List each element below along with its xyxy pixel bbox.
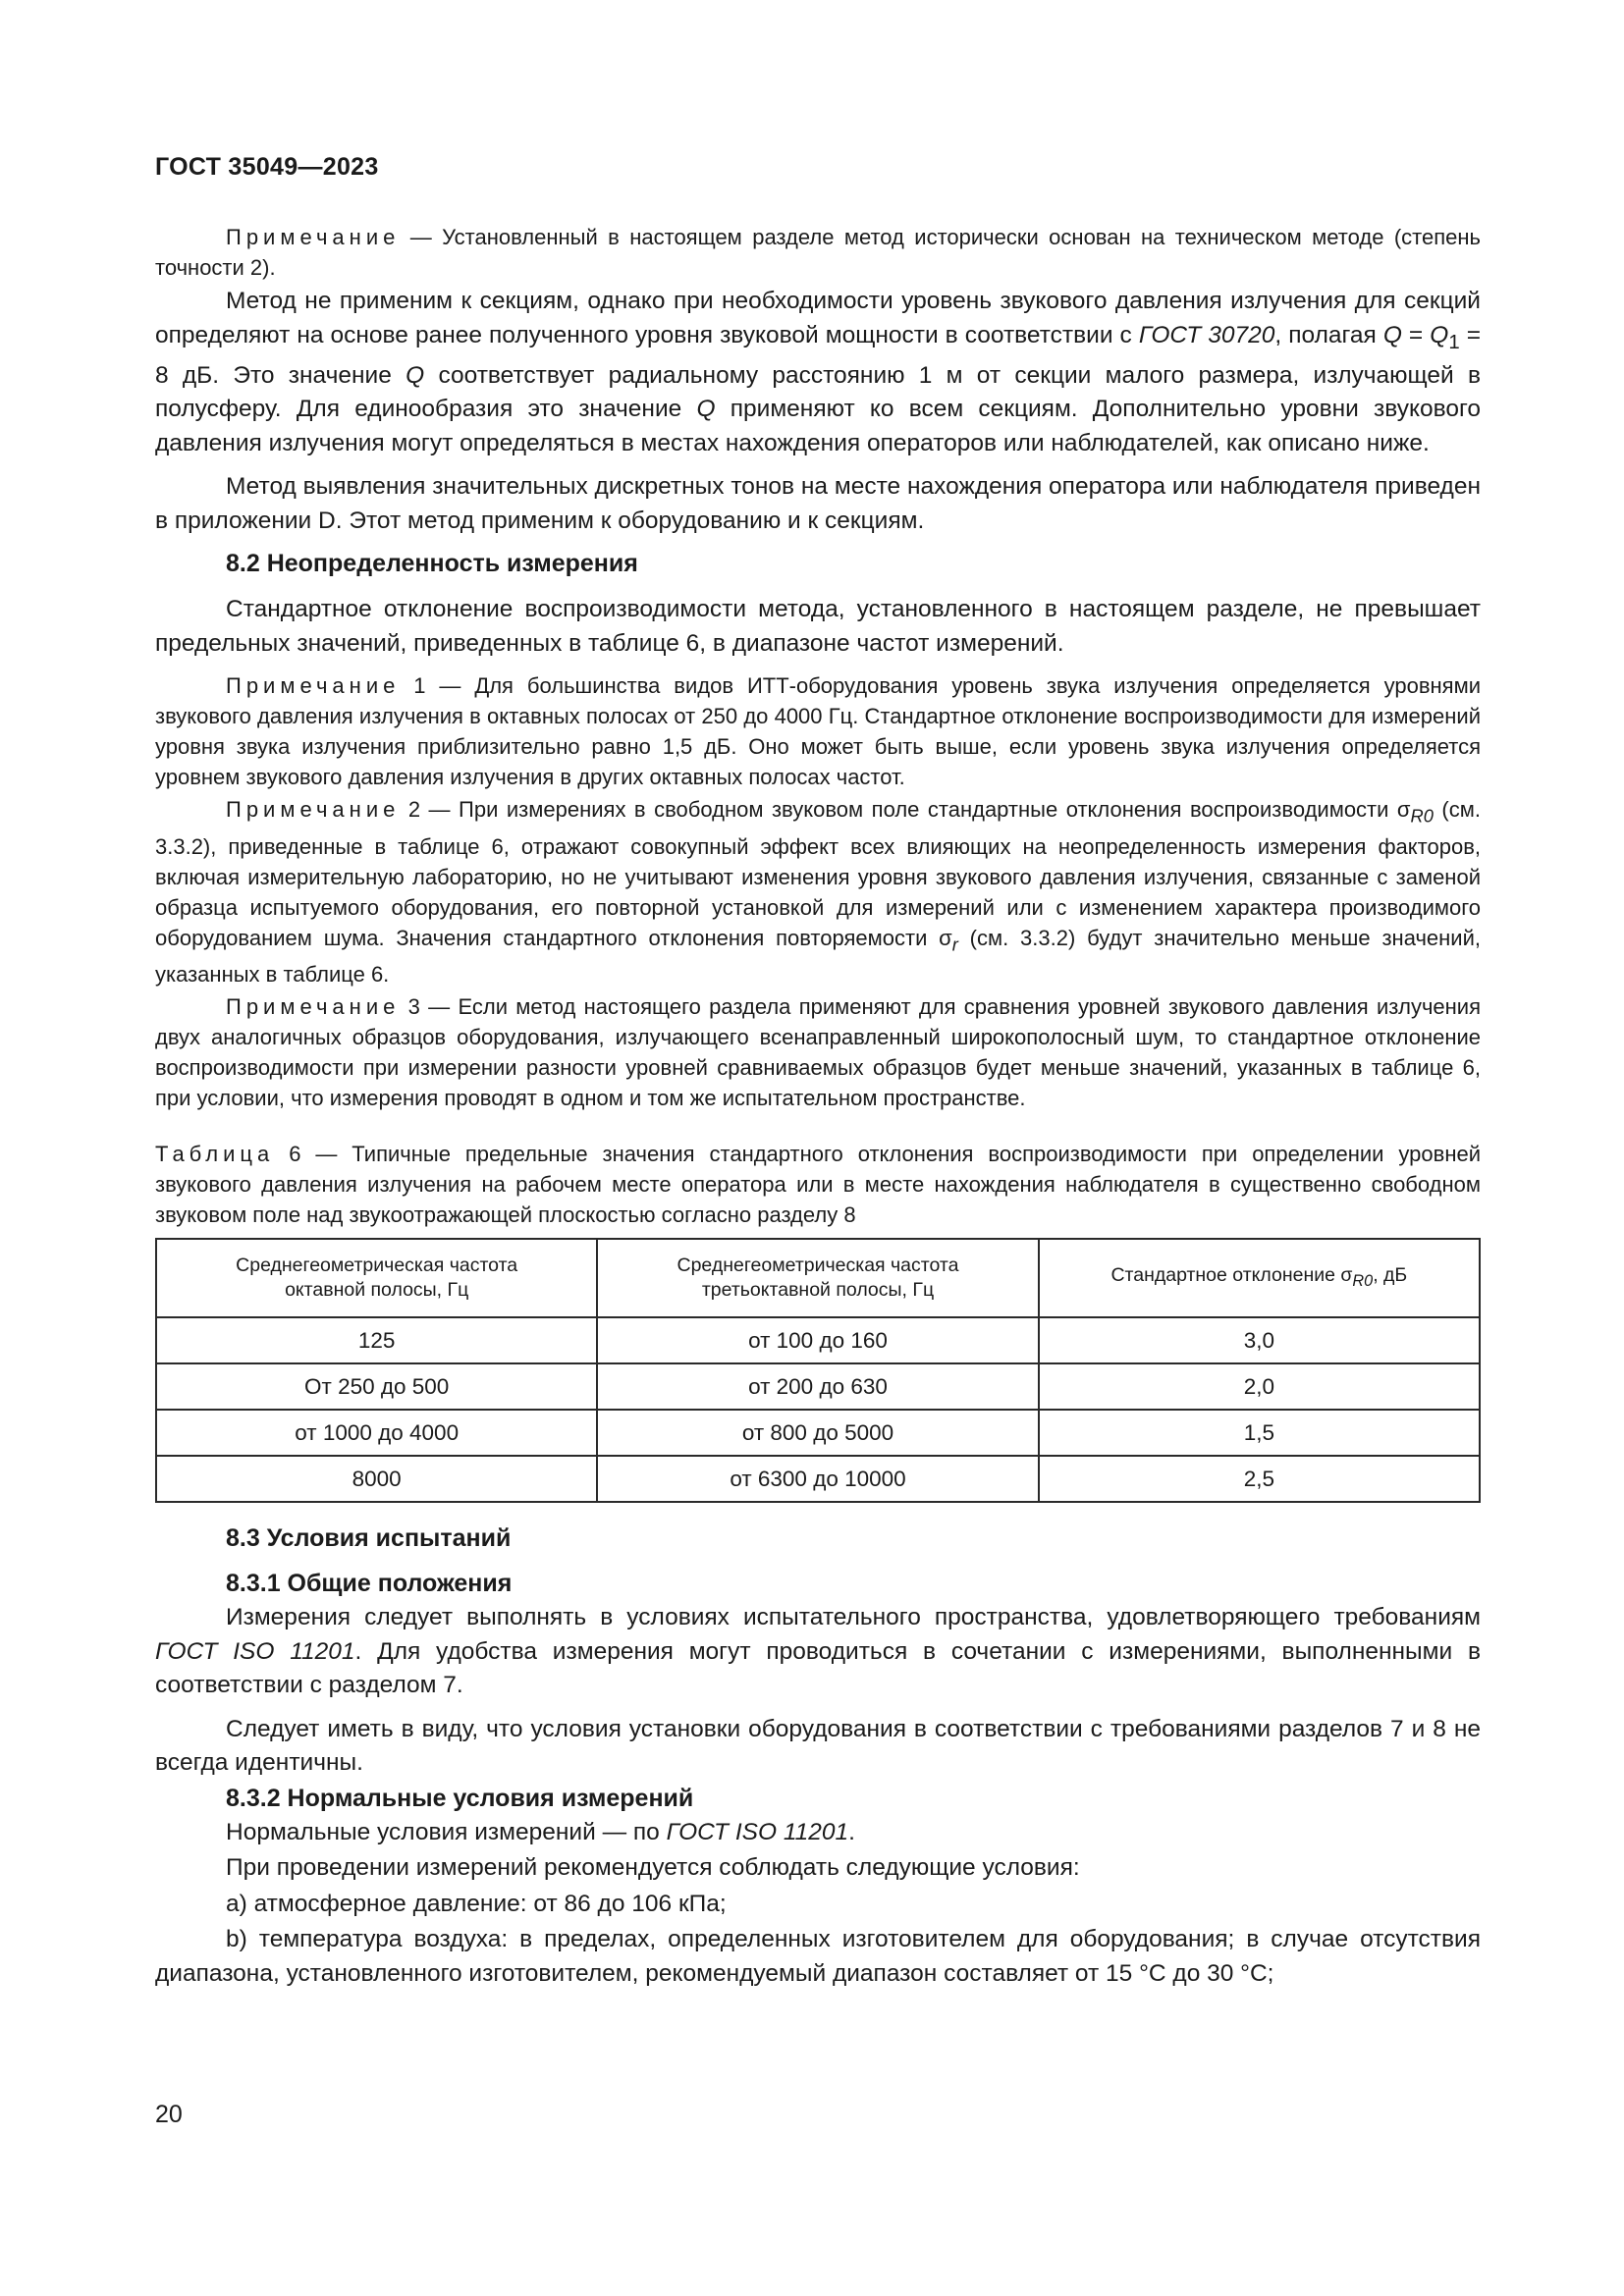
table-row <box>156 1317 1480 1363</box>
text-span: = <box>1401 321 1431 348</box>
note-label: Примечание <box>226 994 401 1020</box>
cell-sigma: 1,5 <box>1039 1410 1480 1456</box>
cell-octave: 8000 <box>156 1456 597 1502</box>
standard-reference: ГОСТ ISO 11201 <box>155 1637 355 1665</box>
header-line: Стандартное отклонение σ <box>1110 1263 1353 1286</box>
intro-paragraph-1 <box>155 285 1481 460</box>
header-line: октавной полосы, Гц <box>285 1279 469 1302</box>
list-item-a: а) атмосферное давление: от 86 до 106 кПа; <box>226 1890 727 1917</box>
table-row <box>156 1410 1480 1456</box>
symbol-q1: Q <box>1430 321 1449 348</box>
text-span: применяют ко всем секциям. Дополнительно уровни звукового давления излучения могут определяться в местах нахождения операторов или наблюдателей, как описано ниже. <box>155 396 1481 456</box>
text-span: (см. 3.3.2), приведенные в таблице 6, отражают совокупный эффект всех влияющих на неопределенность измерения факторов, включая измерительную лабораторию, но не учитывают изменения уровня звукового давления излучения, связанные с заменой образца испытуемого оборудования, его повторной установкой для измерений или с изменением характера производимого оборудованием шума. Значения стандартного отклонения повторяемости σ <box>155 797 1481 950</box>
symbol-q: Q <box>696 396 716 423</box>
intro-paragraph-2: Метод выявления значительных дискретных тонов на месте нахождения оператора или наблюдателя приведен в приложении D. Этот метод применим к оборудованию и к секциям. <box>155 473 1481 534</box>
header-line: Среднегеометрическая частота <box>236 1255 518 1277</box>
subsection-8-3-1-paragraph-2: Следует иметь в виду, что условия установки оборудования в соответствии с требованиями разделов 7 и 8 не всегда идентичны. <box>155 1715 1481 1777</box>
subscript: R0 <box>1352 1271 1374 1290</box>
caption-text: 6 — Типичные предельные значения стандартного отклонения воспроизводимости при определении уровней звукового давления излучения на рабочем месте оператора или в месте нахождения наблюдателя в существенно свободном звуковом поле над звукоотражающей плоскостью согласно разделу 8 <box>155 1142 1481 1228</box>
text-span: . <box>848 1818 855 1845</box>
intro-note <box>155 222 1481 283</box>
table-caption <box>155 1139 1481 1230</box>
table-6 <box>155 1238 1481 1503</box>
subscript: r <box>951 934 958 955</box>
cell-sigma: 2,5 <box>1039 1456 1480 1502</box>
subsection-8-3-2-paragraph-1 <box>155 1816 1481 1850</box>
standard-reference: ГОСТ ISO 11201 <box>666 1818 849 1845</box>
cell-third-octave: от 200 до 630 <box>597 1363 1038 1410</box>
header-unit: , дБ <box>1373 1263 1408 1286</box>
text-span: . Для удобства измерения могут проводиться в сочетании с измерениями, выполненными в соответствии с разделом 7. <box>155 1637 1481 1699</box>
cell-octave: 125 <box>156 1317 597 1363</box>
document-header: ГОСТ 35049—2023 <box>155 153 379 181</box>
section-8-2-note-2 <box>155 794 1481 989</box>
section-8-2-paragraph: Стандартное отклонение воспроизводимости метода, установленного в настоящем разделе, не превышает предельных значений, приведенных в таблице 6, в диапазоне частот измерений. <box>155 596 1481 657</box>
page-content <box>155 222 1481 1993</box>
subsection-8-3-2-paragraph-2: При проведении измерений рекомендуется соблюдать следующие условия: <box>226 1854 1080 1882</box>
page-number: 20 <box>155 2101 183 2128</box>
header-line: Среднегеометрическая частота <box>677 1255 959 1277</box>
cell-octave: от 1000 до 4000 <box>156 1410 597 1456</box>
symbol-q: Q <box>406 361 425 389</box>
note-text: 1 — Для большинства видов ИТТ-оборудования уровень звука излучения определяется уровнями звукового давления излучения в октавных полосах от 250 до 4000 Гц. Стандартное отклонение воспроизводимости для измерений уровня звука излучения приблизительно равно 1,5 дБ. Оно может быть выше, если уровень звука излучения определяется уровнем звукового давления излучения в других октавных полосах частот. <box>155 673 1481 790</box>
cell-third-octave: от 100 до 160 <box>597 1317 1038 1363</box>
column-header-third-octave <box>597 1239 1038 1317</box>
text-span: Нормальные условия измерений — по <box>226 1818 667 1845</box>
header-line: третьоктавной полосы, Гц <box>701 1279 935 1302</box>
section-heading-8-2: 8.2 Неопределенность измерения <box>226 550 638 578</box>
subsection-heading-8-3-1: 8.3.1 Общие положения <box>226 1570 513 1598</box>
subsection-heading-8-3-2: 8.3.2 Нормальные условия измерений <box>226 1784 694 1812</box>
note-label: Примечание <box>226 673 401 699</box>
text-span: = 8 дБ. Это значение <box>155 321 1481 389</box>
section-heading-8-3: 8.3 Условия испытаний <box>226 1524 512 1553</box>
cell-third-octave: от 6300 до 10000 <box>597 1456 1038 1502</box>
symbol-q: Q <box>1382 321 1402 348</box>
text-span: (см. 3.3.2) будут значительно меньше значений, указанных в таблице 6. <box>155 925 1481 988</box>
text-span: соответствует радиальному расстоянию 1 м от секции малого размера, излучающей в полусферу. Для единообразия это значение <box>155 361 1481 423</box>
cell-sigma: 2,0 <box>1039 1363 1480 1410</box>
table-row <box>156 1363 1480 1410</box>
note-label: Примечание <box>226 797 401 823</box>
section-8-2-note-3 <box>155 991 1481 1113</box>
text-span: 2 — При измерениях в свободном звуковом поле стандартные отклонения воспроизводимости σ <box>400 797 1411 823</box>
column-header-octave <box>156 1239 597 1317</box>
section-8-2-note-1 <box>155 670 1481 792</box>
list-item-b: b) температура воздуха: в пределах, определенных изготовителем для оборудования; в случае отсутствия диапазона, установленного изготовителем, рекомендуемый диапазон составляет от 15 °С до 30 °С; <box>155 1926 1481 1987</box>
text-span: Метод не применим к секциям, однако при необходимости уровень звукового давления излучения для секций определяют на основе ранее полученного уровня звуковой мощности в соответствии с <box>155 288 1481 348</box>
subscript: R0 <box>1410 805 1434 827</box>
text-span: , полагая <box>1274 321 1383 348</box>
table-row <box>156 1456 1480 1502</box>
caption-label: Таблица <box>155 1142 275 1167</box>
cell-octave: От 250 до 500 <box>156 1363 597 1410</box>
standard-reference: ГОСТ 30720 <box>1138 321 1275 348</box>
note-label: Примечание <box>226 225 401 249</box>
cell-sigma: 3,0 <box>1039 1317 1480 1363</box>
cell-third-octave: от 800 до 5000 <box>597 1410 1038 1456</box>
subscript: 1 <box>1448 331 1460 353</box>
column-header-sigma <box>1039 1239 1480 1317</box>
subsection-8-3-1-paragraph-1 <box>155 1601 1481 1703</box>
text-span: Измерения следует выполнять в условиях испытательного пространства, удовлетворяющего требованиям <box>226 1604 1481 1631</box>
note-text: 3 — Если метод настоящего раздела применяют для сравнения уровней звукового давления излучения двух аналогичных образцов оборудования, излучающего всенаправленный широкополосный шум, то стандартное отклонение воспроизводимости при измерении разности уровней сравниваемых образцов будет меньше значений, указанных в таблице 6, при условии, что измерения проводят в одном и том же испытательном пространстве. <box>155 994 1481 1111</box>
note-text: — Установленный в настоящем разделе метод исторически основан на техническом методе (степень точности 2). <box>155 225 1481 280</box>
table-header-row <box>156 1239 1480 1317</box>
